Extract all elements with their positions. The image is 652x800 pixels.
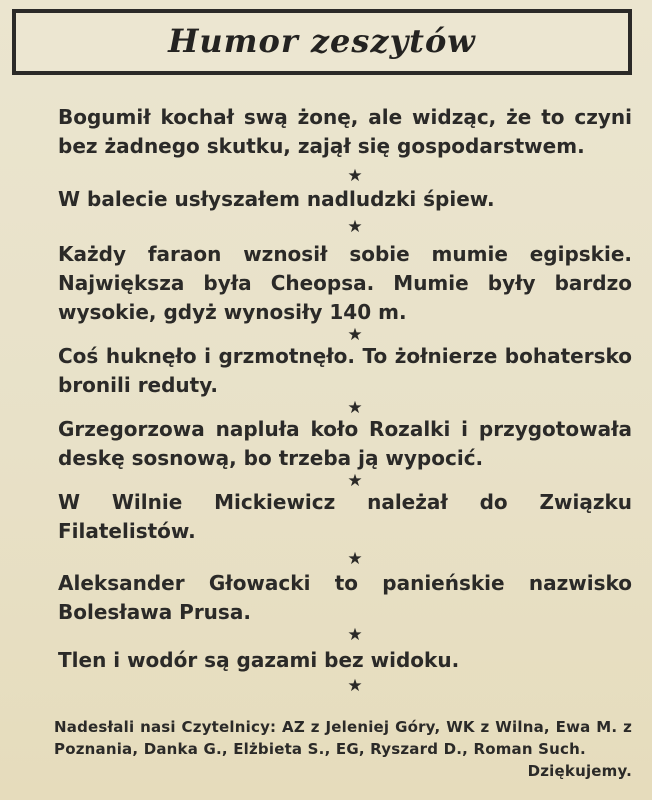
jokes-list [58, 103, 632, 697]
thanks-text: Dziękujemy. [527, 762, 632, 780]
joke-item: W balecie usłyszałem nadludzki śpiew. [58, 187, 495, 211]
reader-credits [54, 716, 632, 782]
joke-item: Bogumił kochał swą żonę, ale widząc, że to czyni bez żadnego skutku, zajął się gospodarstwem. [58, 105, 632, 158]
star-separator: ★ [347, 217, 363, 237]
star-separator: ★ [347, 398, 363, 418]
star-separator: ★ [347, 625, 363, 645]
column-title: Humor zeszytów [168, 22, 476, 60]
joke-item: Aleksander Głowacki to panieńskie nazwisko Bolesława Prusa. [58, 571, 632, 624]
star-separator: ★ [347, 166, 363, 186]
star-separator: ★ [347, 549, 363, 569]
joke-item: Każdy faraon wznosił sobie mumie egipskie. Największa była Cheopsa. Mumie były bardzo wysokie, gdyż wynosiły 140 m. [58, 242, 632, 324]
joke-item: Coś huknęło i grzmotnęło. To żołnierze bohatersko bronili reduty. [58, 344, 632, 397]
joke-item: W Wilnie Mickiewicz należał do Związku Filatelistów. [58, 490, 632, 543]
star-separator: ★ [347, 676, 363, 696]
title-frame [12, 9, 632, 75]
credits-text: Nadesłali nasi Czytelnicy: AZ z Jeleniej Góry, WK z Wilna, Ewa M. z Poznania, Danka G., Elżbieta S., EG, Ryszard D., Roman Such. [54, 718, 632, 758]
star-separator: ★ [347, 325, 363, 345]
joke-item: Tlen i wodór są gazami bez widoku. [58, 648, 460, 672]
joke-item: Grzegorzowa napluła koło Rozalki i przygotowała deskę sosnową, bo trzeba ją wypocić. [58, 417, 632, 470]
star-separator: ★ [347, 471, 363, 491]
